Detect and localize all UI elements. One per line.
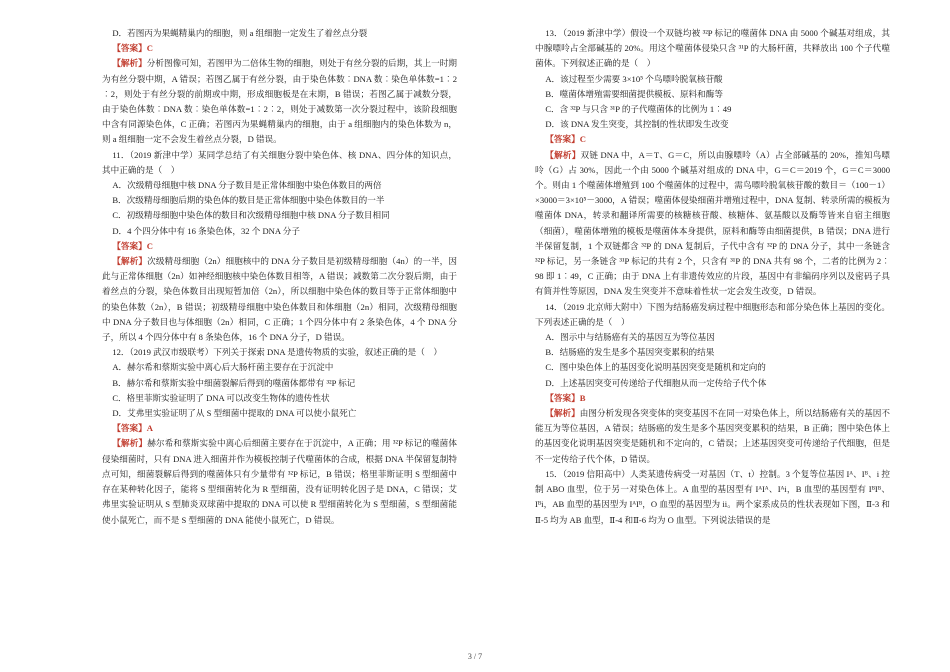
explanation-label: 【解析】 [112, 58, 147, 69]
question-stem: 11．（2019 新津中学）某同学总结了有关细胞分裂中染色体、核 DNA、四分体的知识点，其中正确的是（ ） [102, 149, 457, 175]
answer-option: D．4 个四分体中有 16 条染色体，32 个 DNA 分子 [112, 225, 300, 236]
explanation-label: 【解析】 [112, 256, 148, 267]
answer-option: D．上述基因突变可传递给子代细胞从而一定传给子代个体 [545, 377, 767, 388]
answer-option: A．该过程至少需要 3×10⁵ 个鸟嘌呤脱氧核苷酸 [545, 73, 723, 84]
answer-option: B．结肠癌的发生是多个基因突变累积的结果 [545, 347, 715, 358]
explanation-paragraph: 【解析】赫尔希和蔡斯实验中离心后细菌主要存在于沉淀中，A 正确；用 ³²P 标记的噬菌体侵染细菌时，只有 DNA 进入细菌并作为模板控制子代噬菌体的合成，根据 DNA 半保留复制特点可知，细菌裂解后得到的噬菌体只有少量带有 ³²P 标记，B 错误；格里菲斯证明 S 型细菌中存在某种转化因子，能将 S 型细菌转化为 R 型细菌，没有证明转化因子是 DNA，C 错误；艾弗里实验证明从 S 型肺炎双球菌中提取的 DNA 可以使 R 型细菌转化为 S 型细菌，S 型细菌能使小鼠死亡，而不是 S 型细菌的 DNA 能使小鼠死亡，D 错误。 [102, 438, 457, 525]
answer-option: B．噬菌体增殖需要细菌提供模板、原料和酶等 [545, 88, 723, 99]
explanation-paragraph: 15．（2019 信阳高中）人类某遗传病受一对基因（T、t）控制。3 个复等位基因 Iᴬ、Iᴮ、i 控制 ABO 血型，位于另一对染色体上。A 血型的基因型有 IᴬIᴬ、Iᴬi，B 血型的基因型有 IᴮIᴮ、Iᴮi，AB 血型的基因型为 IᴬIᴮ，O 血型的基因型为 ii。两个家系成员的性状表现如下图，Ⅱ-3 和Ⅱ-5 均为 AB 血型，Ⅱ-4 和Ⅱ-6 均为 O 血型。下列说法错误的是 [535, 468, 890, 525]
answer-key: 【答案】C [545, 134, 586, 145]
explanation-paragraph: 【解析】次级精母细胞（2n）细胞核中的 DNA 分子数目是初级精母细胞（4n）的一半，因此与正常体细胞（2n）如神经细胞核中染色体数目相等，A 错误；减数第二次分裂后期，由于着丝点的分裂，染色体数目出现短暂加倍（2n），所以细胞中染色体的数目等于正常体细胞中的染色体数（2n），B 错误；初级精母细胞中染色体数目和体细胞（2n）相同，次级精母细胞中 DNA 分子数目也与体细胞（2n）相同，C 正确；1 个四分体中有 2 条染色体，4 个 DNA 分子，所以 4 个四分体中有 8 条染色体，16 个 DNA 分子，D 错误。 [102, 256, 457, 343]
answer-option: B．赫尔希和蔡斯实验中细菌裂解后得到的噬菌体都带有 ³²P 标记 [112, 377, 356, 388]
answer-key: 【答案】C [112, 240, 153, 251]
page-number: 3 / 7 [467, 652, 483, 661]
answer-option: C．含 ³²P 与只含 ³¹P 的子代噬菌体的比例为 1︰49 [545, 104, 732, 115]
answer-key: 【答案】B [545, 392, 586, 403]
explanation-label: 【解析】 [545, 408, 580, 419]
answer-option: D．该 DNA 发生突变，其控制的性状即发生改变 [545, 119, 729, 130]
answer-option: D．艾弗里实验证明了从 S 型细菌中提取的 DNA 可以使小鼠死亡 [112, 408, 357, 419]
answer-option: C．格里菲斯实验证明了 DNA 可以改变生物体的遗传性状 [112, 392, 330, 403]
answer-option: D．若图丙为果蝇精巢内的细胞，则 a 组细胞一定发生了着丝点分裂 [112, 28, 368, 38]
answer-option: A．次级精母细胞中核 DNA 分子数目是正常体细胞中染色体数目的两倍 [112, 180, 382, 191]
left-column [102, 26, 457, 528]
answer-key: 【答案】C [112, 43, 153, 54]
answer-key: 【答案】A [112, 423, 153, 434]
explanation-label: 【解析】 [112, 438, 148, 449]
answer-option: C．图中染色体上的基因变化说明基因突变是随机和定向的 [545, 362, 766, 373]
explanation-paragraph: 【解析】由图分析发现各突变体的突变基因不在同一对染色体上，所以结肠癌有关的基因不能互为等位基因，A 错误；结肠癌的发生是多个基因突变累积的结果，B 正确；图中染色体上的基因变化说明基因突变是随机和不定向的，C 错误；上述基因突变可传递给子代细胞，但是不一定传给子代个体，D 错误。 [535, 408, 890, 464]
explanation-paragraph: 【解析】双链 DNA 中，A＝T、G＝C，所以由腺嘌呤（A）占全部碱基的 20%，推知鸟嘌呤（G）占 30%，因此一个由 5000 个碱基对组成的 DNA 中，G＝C＝2019 个，G＝C＝3000 个。则由 1 个噬菌体增殖到 100 个噬菌体的过程中，需鸟嘌呤脱氧核苷酸的数目＝（100－1）×3000＝3×10⁵－3000，A 错误；噬菌体侵染细菌并增殖过程中，DNA 复制、转录所需的模板为噬菌体 DNA，转录和翻译所需要的核糖核苷酸、核糖体、氨基酸以及酶等皆来自宿主细胞（细菌），噬菌体增殖的模板是噬菌体本身提供，原料和酶等由细菌提供，B 错误；DNA 进行半保留复制，1 个双链都含 ³²P 的 DNA 复制后，子代中含有 ³²P 的 DNA 分子，其中一条链含 ³²P 标记，另一条链含 ³¹P 标记的共有 2 个，只含有 ³¹P 的 DNA 共有 98 个，二者的比例为 2︰98 即 1︰49，C 正确；由于 DNA 上有非遗传效应的片段，基因中有非编码序列以及密码子具有简并性等原因，DNA 发生突变并不意味着性状一定会发生改变，D 错误。 [535, 149, 890, 297]
answer-option: A．赫尔希和蔡斯实验中离心后大肠杆菌主要存在于沉淀中 [112, 362, 334, 373]
answer-option: A．图示中与结肠癌有关的基因互为等位基因 [545, 332, 715, 343]
right-column [535, 26, 890, 528]
question-stem: 14．（2019 北京师大附中）下图为结肠癌发病过程中细胞形态和部分染色体上基因的变化。下列表述正确的是（ ） [535, 301, 890, 327]
explanation-label: 【解析】 [545, 149, 581, 160]
question-stem: 13．（2019 新津中学）假设一个双链均被 ³²P 标记的噬菌体 DNA 由 5000 个碱基对组成，其中腺嘌呤占全部碱基的 20%。用这个噬菌体侵染只含 ³¹P 的大肠杆菌，共释放出 100 个子代噬菌体。下列叙述正确的是（ ） [535, 28, 891, 69]
question-stem: 12．（2019 武汉市级联考）下列关于探索 DNA 是遗传物质的实验，叙述正确的是（ ） [112, 347, 442, 358]
answer-option: C．初级精母细胞中染色体的数目和次级精母细胞中核 DNA 分子数目相同 [112, 210, 390, 221]
answer-option: B．次级精母细胞后期的染色体的数目是正常体细胞中染色体数目的一半 [112, 195, 385, 206]
explanation-paragraph: 【解析】分析图像可知，若图甲为二倍体生物的细胞，则处于有丝分裂的后期，其上一时期为有丝分裂中期，A 错误；若图乙属于有丝分裂，由于染色体数︰DNA 数︰染色单体数=1︰2︰2，则处于有丝分裂的前期或中期，形成细胞板是在末期，B 错误；若图乙属于减数分裂，由于染色体数︰DNA 数︰染色单体数=1︰2︰2，则处于减数第一次分裂过程中，该阶段细胞中含有同源染色体，C 正确；若图丙为果蝇精巢内的细胞，由于 a 组细胞内的染色体数为 n，则 a 组细胞一定不会发生着丝点分裂，D 错误。 [102, 58, 457, 145]
